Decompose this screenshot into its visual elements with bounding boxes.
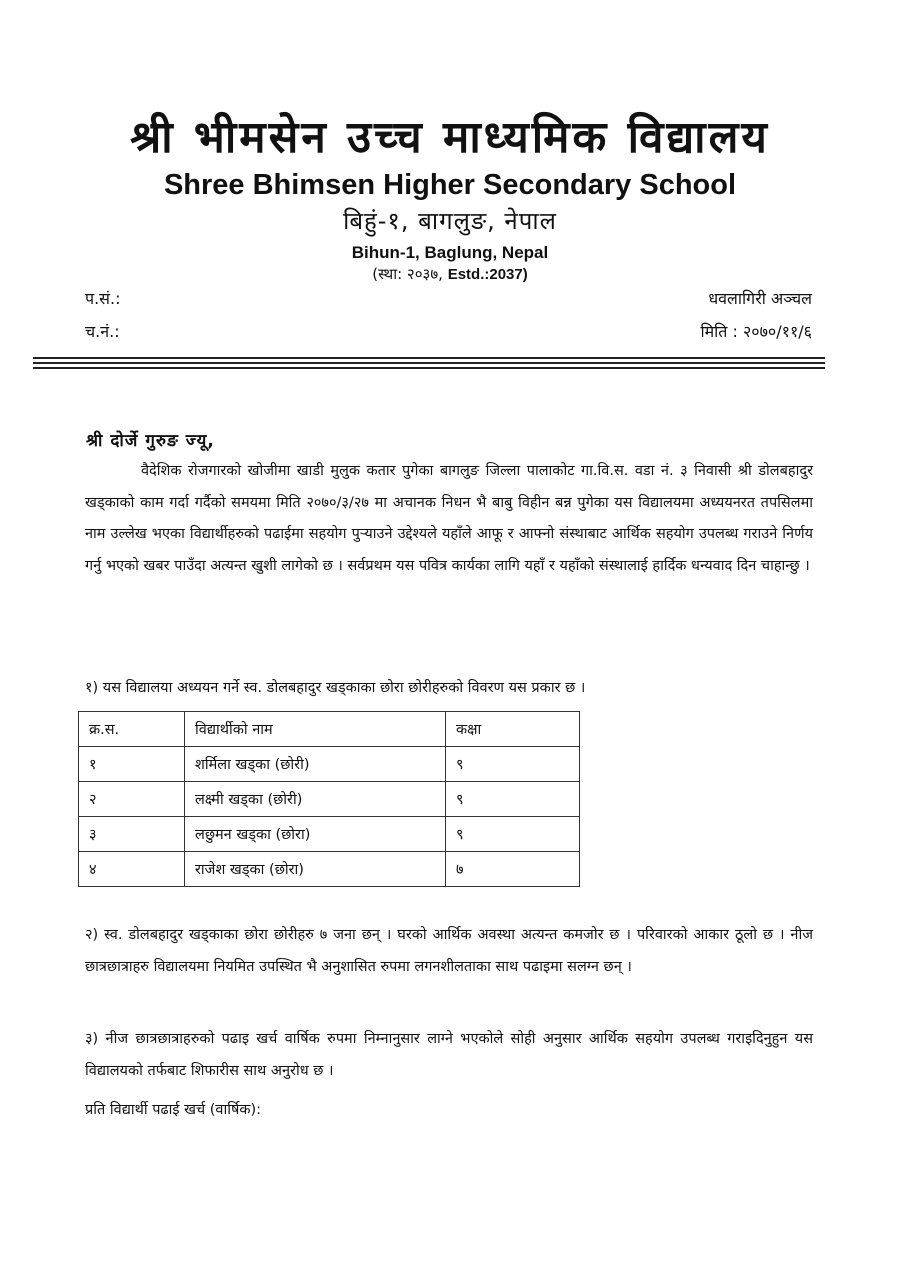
table-row bbox=[79, 817, 580, 852]
school-name-english: Shree Bhimsen Higher Secondary School bbox=[163, 169, 737, 201]
cost-heading: प्रति विद्यार्थी पढाई खर्च (वार्षिक): bbox=[85, 1102, 262, 1118]
table-cell: राजेश खड्का (छोरा) bbox=[185, 852, 446, 887]
established-english: Estd.:2037) bbox=[447, 266, 528, 283]
point-1: १) यस विद्यालया अध्ययन गर्ने स्व. डोलबहादुर खड्काका छोरा छोरीहरुको विवरण यस प्रकार छ । bbox=[85, 680, 586, 696]
address-english: Bihun-1, Baglung, Nepal bbox=[351, 243, 549, 262]
table-header-row bbox=[79, 712, 580, 747]
table-cell: ९ bbox=[446, 747, 580, 782]
header-rule-top bbox=[33, 357, 825, 359]
point-3: ३) नीज छात्रछात्राहरुको पढाइ खर्च वार्षिक रुपमा निम्नानुसार लाग्ने भएकोले सोही अनुसार आर्थिक सहयोग उपलब्ध गराइदिनुहुन यस विद्यालयको तर्फबाट शिफारीस साथ अनुरोध छ । bbox=[85, 1031, 813, 1079]
established-line bbox=[0, 263, 900, 286]
table-cell: शर्मिला खड्का (छोरी) bbox=[185, 747, 446, 782]
header-rule-bottom bbox=[33, 367, 825, 369]
established-nepali: (स्था: २०३७, bbox=[372, 265, 443, 283]
body-paragraph-1 bbox=[85, 456, 813, 582]
header-rule-middle bbox=[33, 362, 825, 364]
table-cell: ७ bbox=[446, 852, 580, 887]
table-header-cell: कक्षा bbox=[446, 712, 580, 747]
student-table bbox=[78, 711, 580, 887]
table-cell: २ bbox=[79, 782, 185, 817]
body-paragraph-1-text: वैदेशिक रोजगारको खोजीमा खाडी मुलुक कतार पुगेका बागलुङ जिल्ला पालाकोट गा.वि.स. वडा नं. ३ निवासी श्री डोलबहादुर खड्काको काम गर्दा गर्दैको समयमा मिति २०७०/३/२७ मा अचानक निधन भै बाबु विहीन बन्न पुगेका यस विद्यालयमा अध्ययनरत तपसिलमा नाम उल्लेख भएका विद्यार्थीहरुको पढाईमा सहयोग पुऱ्याउने उद्देश्यले यहाँले आफू र आफ्नो संस्थाबाट आर्थिक सहयोग उपलब्ध गराउने निर्णय गर्नु भएको खबर पाउँदा अत्यन्त खुशी लागेको छ । सर्वप्रथम यस पवित्र कार्यका लागि यहाँ र यहाँको संस्थालाई हार्दिक धन्यवाद दिन चाहान्छु । bbox=[85, 463, 813, 574]
table-header-cell: क्र.स. bbox=[79, 712, 185, 747]
table-cell: ९ bbox=[446, 817, 580, 852]
salutation: श्री दोर्जे गुरुङ ज्यू, bbox=[86, 431, 215, 451]
table-row bbox=[79, 852, 580, 887]
table-cell: १ bbox=[79, 747, 185, 782]
table-cell: लछुमन खड्का (छोरा) bbox=[185, 817, 446, 852]
point-2: २) स्व. डोलबहादुर खड्काका छोरा छोरीहरु ७ जना छन् । घरको आर्थिक अवस्था अत्यन्त कमजोर छ । परिवारको आकार ठूलो छ । नीज छात्रछात्राहरु विद्यालयमा नियमित उपस्थित भै अनुशासित रुपमा लगनशीलताका साथ पढाइमा सलग्न छन् । bbox=[85, 927, 813, 975]
table-cell: ३ bbox=[79, 817, 185, 852]
reference-number-label: प.सं.: bbox=[85, 289, 121, 308]
table-header-cell: विद्यार्थीको नाम bbox=[185, 712, 446, 747]
table-cell: ४ bbox=[79, 852, 185, 887]
table-cell: ९ bbox=[446, 782, 580, 817]
address-nepali: बिहुं-१, बागलुङ, नेपाल bbox=[343, 207, 557, 235]
dispatch-number-label: च.नं.: bbox=[85, 322, 120, 341]
zone-name: धवलागिरी अञ्चल bbox=[708, 289, 812, 308]
table-row bbox=[79, 747, 580, 782]
letter-date: मिति : २०७०/११/६ bbox=[700, 322, 812, 341]
school-name-nepali: श्री भीमसेन उच्च माध्यमिक विद्यालय bbox=[130, 112, 770, 163]
table-row bbox=[79, 782, 580, 817]
table-cell: लक्ष्मी खड्का (छोरी) bbox=[185, 782, 446, 817]
